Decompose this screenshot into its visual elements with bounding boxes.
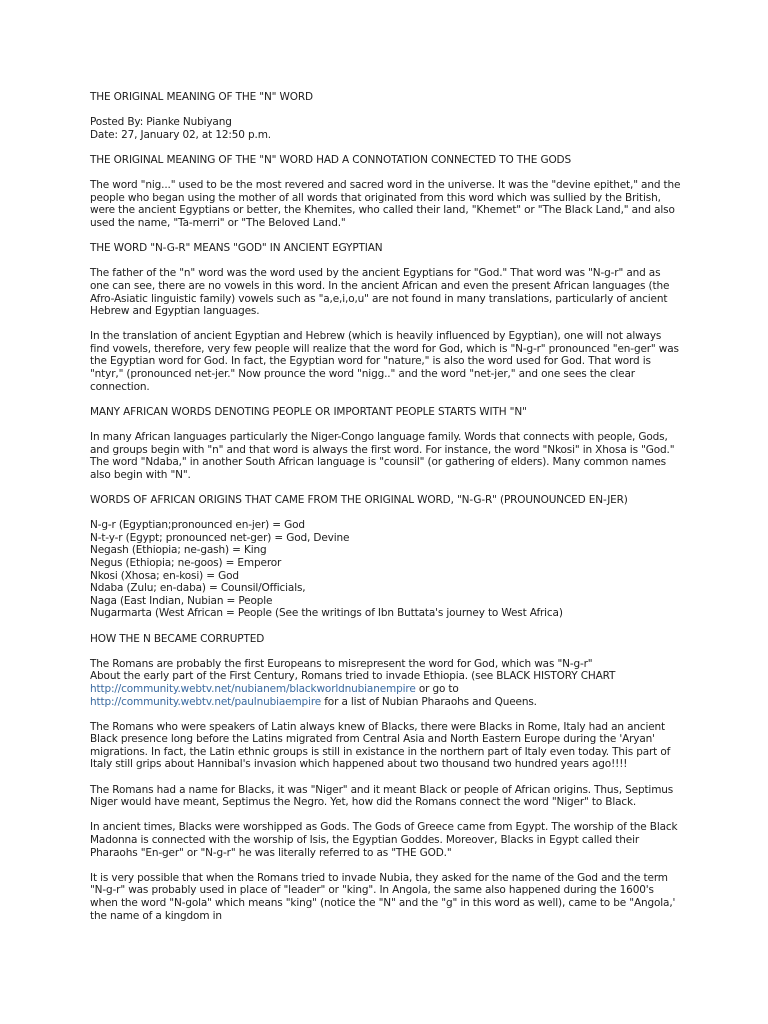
paragraph-worshipped-gods: In ancient times, Blacks were worshipped as Gods. The Gods of Greece came from Egypt. The worship of the Black Madonna is connected with the worship of Isis, the Egyptian Goddes. Moreover, Blacks in Egypt called their Pharaohs "En-ger" or "N-g-r" he was literally referred to as "THE GOD."	[90, 821, 678, 859]
word-list-item: Ndaba (Zulu; en-daba) = Counsil/Officials,	[90, 582, 306, 595]
paragraph-sacred-word: The word "nig..." used to be the most revered and sacred word in the universe. It was the "devine epithet," and the people who began using the mother of all words that originated from this word which was sullied by the British, were the ancient Egyptians or better, the Khemites, who called their land, "Khemet" or "The Black Land," and also used the name, "Ta-merri" or "The Beloved Land."	[90, 179, 681, 229]
post-meta	[90, 116, 682, 141]
paragraph-latin-speakers: The Romans who were speakers of Latin always knew of Blacks, there were Blacks in Rome, Italy had an ancient Black presence long before the Latins migrated from Central Asia and North Eastern Europe during the 'Aryan' migrations. In fact, the Latin ethnic groups is still in existance in the northern part of Italy even today. This part of Italy still grips about Hannibal's invasion which happened about two thousand two hundred years ago!!!!	[90, 720, 671, 771]
word-list-item: Nugarmarta (West African = People (See the writings of Ibn Buttata's journey to West Africa)	[90, 607, 563, 620]
heading-ngr-means-god: THE WORD "N-G-R" MEANS "GOD" IN ANCIENT EGYPTIAN	[90, 242, 383, 255]
heading-word-origins: WORDS OF AFRICAN ORIGINS THAT CAME FROM THE ORIGINAL WORD, "N-G-R" (PROUNOUNCED EN-JER)	[90, 494, 628, 506]
paragraph-niger-name: The Romans had a name for Blacks, it was "Niger" and it meant Black or people of African origins. Thus, Septimus Niger would have meant, Septimus the Negro. Yet, how did the Romans connect the word "Niger" to Black.	[90, 783, 674, 809]
document-page	[90, 91, 682, 935]
word-list-item: Naga (East Indian, Nubian = People	[90, 594, 273, 607]
word-list-item: N-g-r (Egyptian;pronounced en-jer) = God	[90, 519, 305, 532]
word-list-item: Nkosi (Xhosa; en-kosi) = God	[90, 569, 239, 582]
heading-corrupted: HOW THE N BECAME CORRUPTED	[90, 632, 265, 645]
link-nubian-empire[interactable]: http://community.webtv.net/nubianem/blackworldnubianempire	[90, 682, 416, 695]
romans-line-2: About the early part of the First Century, Romans tried to invade Ethiopia. (see BLACK HISTORY CHART	[90, 670, 616, 683]
document-title: THE ORIGINAL MEANING OF THE "N" WORD	[90, 91, 313, 103]
word-list-item: Negash (Ethiopia; ne-gash) = King	[90, 544, 267, 557]
heading-connotation: THE ORIGINAL MEANING OF THE "N" WORD HAD A CONNOTATION CONNECTED TO THE GODS	[90, 153, 572, 166]
romans-link-joiner: or go to	[415, 682, 459, 695]
heading-african-words: MANY AFRICAN WORDS DENOTING PEOPLE OR IMPORTANT PEOPLE STARTS WITH "N"	[90, 405, 527, 418]
paragraph-nubia-angola: It is very possible that when the Romans tried to invade Nubia, they asked for the name of the God and the term "N-g-r" was probably used in place of "leader" or "king". In Angola, the same also happened during the 1600's when the word "N-gola" which means "king" (notice the "N" and the "g" in this word as well), came to be "Angola,' the name of a kingdom in	[90, 871, 676, 922]
romans-line-end: for a list of Nubian Pharaohs and Queens.	[321, 695, 537, 708]
word-list-item: Negus (Ethiopia; ne-goos) = Emperor	[90, 556, 282, 569]
paragraph-romans-misrepresent	[90, 658, 682, 708]
paragraph-translation: In the translation of ancient Egyptian and Hebrew (which is heavily influenced by Egyptian), one will not always find vowels, therefore, very few people will realize that the word for God, which is "N-g-r" pronounced "en-ger" was the Egyptian word for God. In fact, the Egyptian word for "nature," is also the word used for God. That word is "ntyr," (pronounced net-jer." Now prounce the word "nigg.." and the word "net-jer," and one sees the clear connection.	[90, 330, 679, 393]
link-paul-nubia-empire[interactable]: http://community.webtv.net/paulnubiaempire	[90, 695, 322, 708]
posted-by: Posted By: Pianke Nubiyang	[90, 116, 232, 129]
word-list-item: N-t-y-r (Egypt; pronounced net-ger) = God, Devine	[90, 531, 350, 544]
paragraph-father-word: The father of the "n" word was the word used by the ancient Egyptians for "God." That word was "N-g-r" and as one can see, there are no vowels in this word. In the ancient African and even the present African languages (the Afro-Asiatic linguistic family) vowels such as "a,e,i,o,u" are not found in many translations, particularly of ancient Hebrew and Egyptian languages.	[90, 267, 670, 318]
romans-line-1: The Romans are probably the first Europeans to misrepresent the word for God, which was "N-g-r"	[90, 657, 593, 670]
paragraph-niger-congo: In many African languages particularly the Niger-Congo language family. Words that connects with people, Gods, and groups begin with "n" and that word is always the first word. For instance, the word "Nkosi" in Xhosa is "God." The word "Ndaba," in another South African language is "counsil" (or gathering of elders). Many common names also begin with "N".	[90, 431, 675, 481]
post-date: Date: 27, January 02, at 12:50 p.m.	[90, 128, 271, 141]
word-list	[90, 519, 682, 620]
